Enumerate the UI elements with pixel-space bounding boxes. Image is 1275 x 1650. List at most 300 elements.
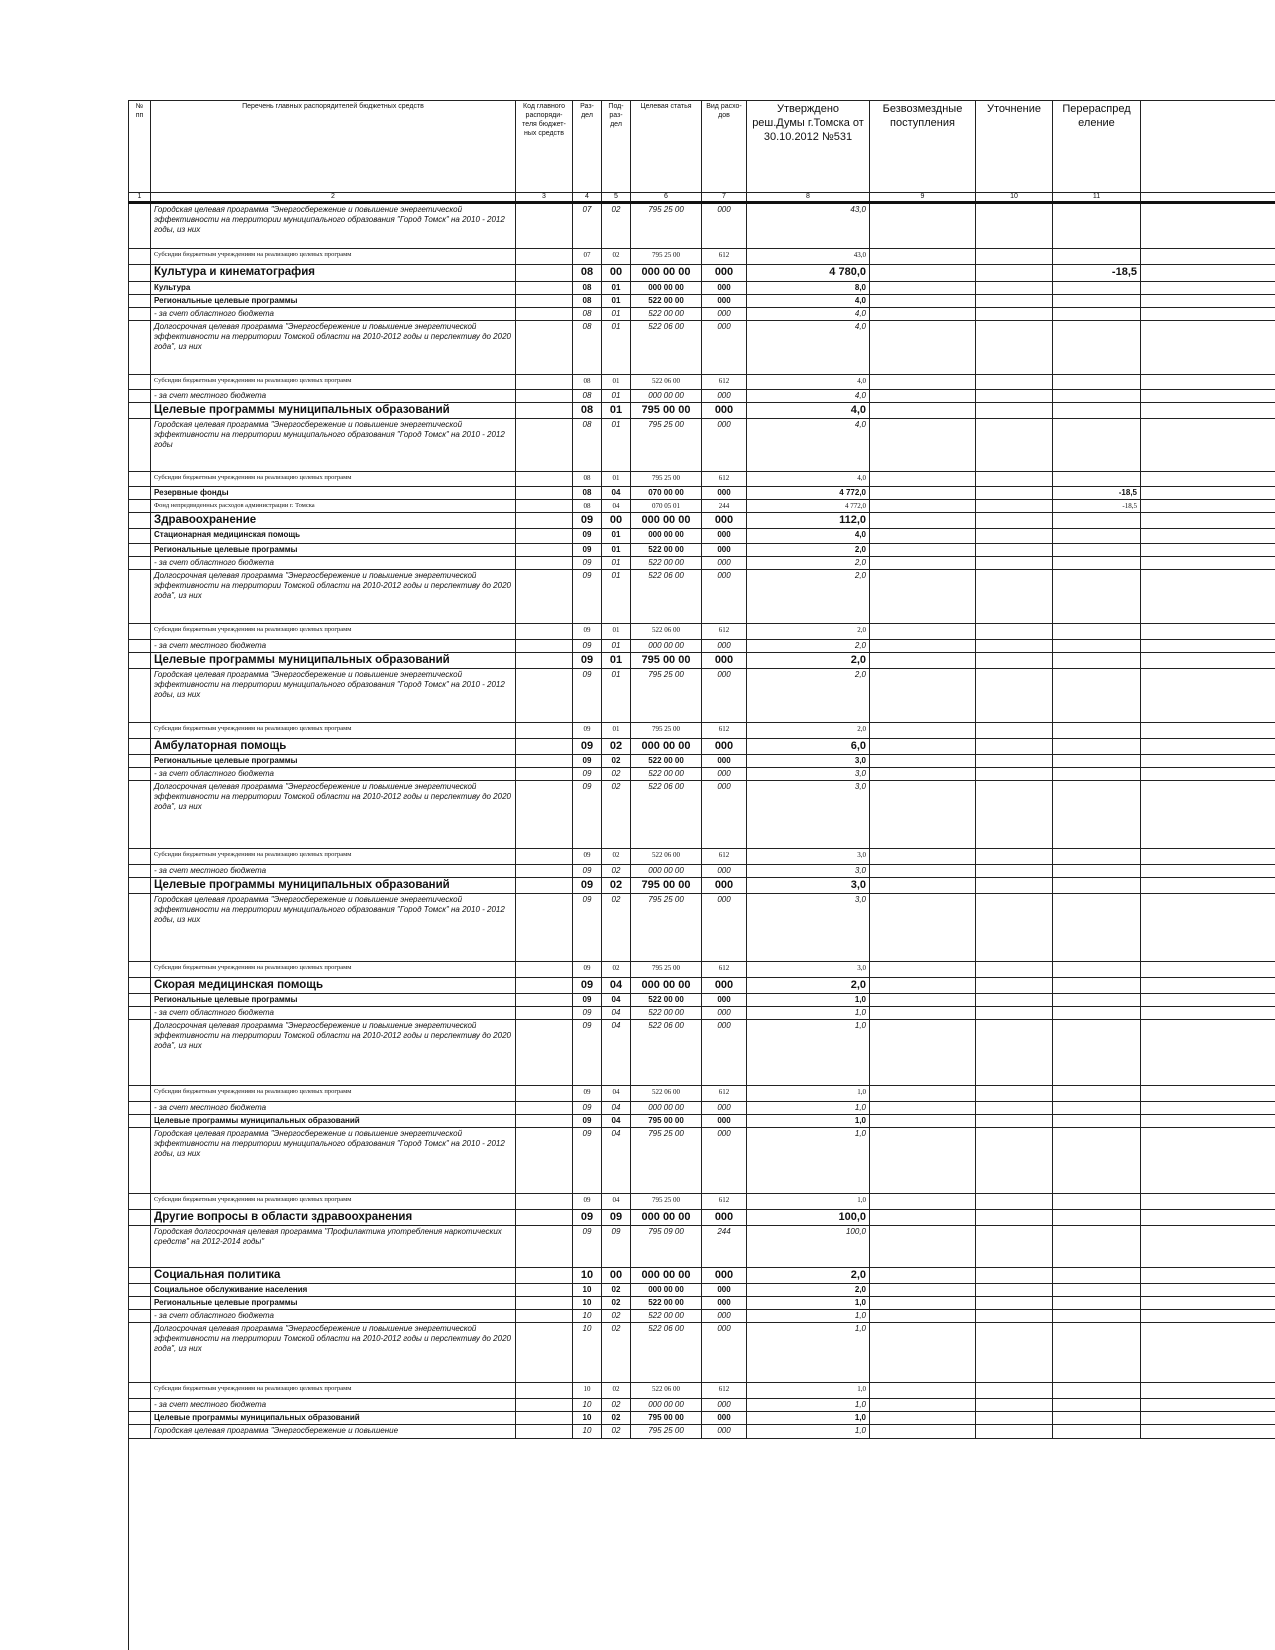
cell-approved: 1,0 (747, 1412, 870, 1425)
cell-extra (1141, 557, 1275, 570)
table-row (129, 513, 1275, 529)
cell-vid: 000 (702, 1128, 747, 1194)
cell-gratis (870, 403, 976, 419)
cell-vid: 000 (702, 1297, 747, 1310)
cell-razdel: 08 (573, 472, 602, 487)
table-row (129, 1383, 1275, 1399)
cell-razdel: 09 (573, 1210, 602, 1226)
cell-vid: 612 (702, 1194, 747, 1210)
cell-extra (1141, 1297, 1275, 1310)
cell-clarification (976, 1383, 1053, 1399)
table-row (129, 894, 1275, 962)
cell-num (129, 624, 151, 640)
cell-extra (1141, 1412, 1275, 1425)
cell-clarification (976, 1128, 1053, 1194)
cell-gratis (870, 653, 976, 669)
cell-vid: 000 (702, 487, 747, 500)
cell-podrazdel: 00 (602, 265, 631, 282)
cell-podrazdel: 02 (602, 1412, 631, 1425)
cell-vid: 000 (702, 403, 747, 419)
cell-vid: 000 (702, 1102, 747, 1115)
cell-num (129, 1115, 151, 1128)
cell-podrazdel: 02 (602, 878, 631, 894)
cell-code (516, 513, 573, 529)
cell-gratis (870, 962, 976, 978)
cell-extra (1141, 321, 1275, 375)
cell-razdel: 09 (573, 781, 602, 849)
table-row (129, 865, 1275, 878)
cell-num (129, 1383, 151, 1399)
cell-extra (1141, 265, 1275, 282)
cell-code (516, 419, 573, 472)
cell-approved: 2,0 (747, 640, 870, 653)
cell-redistribution (1053, 1268, 1141, 1284)
cell-razdel: 09 (573, 865, 602, 878)
cell-extra (1141, 653, 1275, 669)
cell-gratis (870, 265, 976, 282)
cell-podrazdel: 09 (602, 1210, 631, 1226)
cell-gratis (870, 321, 976, 375)
cell-extra (1141, 640, 1275, 653)
cell-num (129, 529, 151, 544)
cell-redistribution (1053, 781, 1141, 849)
cell-razdel: 07 (573, 203, 602, 249)
cell-num (129, 203, 151, 249)
cell-gratis (870, 781, 976, 849)
cell-gratis (870, 865, 976, 878)
cell-clarification (976, 624, 1053, 640)
cell-code (516, 1102, 573, 1115)
cell-redistribution (1053, 669, 1141, 723)
cell-razdel: 09 (573, 1115, 602, 1128)
cell-code (516, 500, 573, 513)
cell-clarification (976, 249, 1053, 265)
cell-vid: 612 (702, 962, 747, 978)
cell-name: Здравоохранение (151, 513, 516, 529)
cell-extra (1141, 295, 1275, 308)
cell-redistribution (1053, 1128, 1141, 1194)
cell-article: 000 00 00 (631, 1284, 702, 1297)
cell-vid: 612 (702, 1086, 747, 1102)
cell-approved: 2,0 (747, 723, 870, 739)
cell-clarification (976, 500, 1053, 513)
cell-approved: 1,0 (747, 1297, 870, 1310)
cell-extra (1141, 570, 1275, 624)
cell-article: 522 06 00 (631, 849, 702, 865)
cell-extra (1141, 403, 1275, 419)
cell-gratis (870, 1284, 976, 1297)
cell-redistribution (1053, 513, 1141, 529)
cell-podrazdel: 01 (602, 669, 631, 723)
table-row (129, 1128, 1275, 1194)
cell-redistribution (1053, 282, 1141, 295)
cell-redistribution (1053, 739, 1141, 755)
cell-num (129, 375, 151, 390)
cell-approved: 1,0 (747, 1323, 870, 1383)
cell-razdel: 09 (573, 849, 602, 865)
cell-gratis (870, 544, 976, 557)
table-row (129, 1210, 1275, 1226)
cell-gratis (870, 282, 976, 295)
cell-num (129, 282, 151, 295)
cell-gratis (870, 308, 976, 321)
cell-gratis (870, 994, 976, 1007)
cell-extra (1141, 1210, 1275, 1226)
cell-clarification (976, 865, 1053, 878)
cell-podrazdel: 04 (602, 1020, 631, 1086)
cell-code (516, 1020, 573, 1086)
cell-num (129, 894, 151, 962)
cell-vid: 612 (702, 1383, 747, 1399)
cell-code (516, 472, 573, 487)
cell-razdel: 09 (573, 1086, 602, 1102)
cell-code (516, 265, 573, 282)
cell-name: Субсидии бюджетным учреждениям на реализацию целевых программ (151, 249, 516, 265)
cell-extra (1141, 419, 1275, 472)
cell-code (516, 962, 573, 978)
cell-article: 795 25 00 (631, 962, 702, 978)
cell-extra (1141, 1425, 1275, 1439)
cell-num (129, 1268, 151, 1284)
cell-clarification (976, 1102, 1053, 1115)
cell-extra (1141, 781, 1275, 849)
cell-code (516, 669, 573, 723)
cell-name: - за счет областного бюджета (151, 557, 516, 570)
cell-code (516, 321, 573, 375)
cell-extra (1141, 1383, 1275, 1399)
cell-extra (1141, 669, 1275, 723)
cell-podrazdel: 02 (602, 781, 631, 849)
cell-redistribution (1053, 1194, 1141, 1210)
cell-razdel: 09 (573, 723, 602, 739)
cell-extra (1141, 544, 1275, 557)
cell-extra (1141, 849, 1275, 865)
cell-article: 522 06 00 (631, 321, 702, 375)
cell-num (129, 781, 151, 849)
cell-article: 795 25 00 (631, 249, 702, 265)
table-row (129, 1086, 1275, 1102)
colnum: 8 (747, 193, 870, 203)
cell-article: 795 25 00 (631, 1194, 702, 1210)
cell-razdel: 08 (573, 419, 602, 472)
cell-razdel: 09 (573, 878, 602, 894)
cell-name: Городская целевая программа "Энергосбережение и повышение энергетической эффективности на территории муниципального образования "Город Томск" на 2010 - 2012 годы, из них (151, 203, 516, 249)
cell-name: Субсидии бюджетным учреждениям на реализацию целевых программ (151, 1194, 516, 1210)
cell-redistribution (1053, 849, 1141, 865)
cell-razdel: 09 (573, 1102, 602, 1115)
cell-approved: 3,0 (747, 849, 870, 865)
cell-num (129, 849, 151, 865)
cell-approved: 1,0 (747, 1128, 870, 1194)
cell-razdel: 09 (573, 1194, 602, 1210)
cell-approved: 43,0 (747, 249, 870, 265)
cell-razdel: 10 (573, 1412, 602, 1425)
cell-razdel: 10 (573, 1425, 602, 1439)
cell-article: 522 06 00 (631, 570, 702, 624)
cell-podrazdel: 02 (602, 1284, 631, 1297)
header-redistribution: Перераспред еление (1053, 101, 1141, 193)
cell-razdel: 09 (573, 1128, 602, 1194)
cell-article: 522 06 00 (631, 781, 702, 849)
cell-podrazdel: 01 (602, 419, 631, 472)
cell-article: 795 00 00 (631, 1115, 702, 1128)
cell-vid: 000 (702, 1268, 747, 1284)
cell-num (129, 500, 151, 513)
cell-extra (1141, 723, 1275, 739)
cell-num (129, 513, 151, 529)
cell-gratis (870, 529, 976, 544)
cell-approved: 4,0 (747, 472, 870, 487)
cell-code (516, 865, 573, 878)
cell-gratis (870, 1210, 976, 1226)
cell-redistribution: -18,5 (1053, 265, 1141, 282)
cell-name: Целевые программы муниципальных образований (151, 878, 516, 894)
cell-code (516, 375, 573, 390)
cell-redistribution (1053, 308, 1141, 321)
cell-approved: 4,0 (747, 390, 870, 403)
cell-clarification (976, 878, 1053, 894)
cell-clarification (976, 1412, 1053, 1425)
cell-razdel: 08 (573, 390, 602, 403)
cell-extra (1141, 1007, 1275, 1020)
table-row (129, 570, 1275, 624)
cell-clarification (976, 1194, 1053, 1210)
cell-podrazdel: 02 (602, 894, 631, 962)
cell-article: 795 00 00 (631, 653, 702, 669)
cell-clarification (976, 1115, 1053, 1128)
cell-vid: 000 (702, 994, 747, 1007)
cell-redistribution (1053, 1412, 1141, 1425)
cell-num (129, 1020, 151, 1086)
cell-gratis (870, 1086, 976, 1102)
cell-extra (1141, 962, 1275, 978)
cell-vid: 000 (702, 557, 747, 570)
cell-name: Фонд непредвиденных расходов администрации г. Томска (151, 500, 516, 513)
cell-podrazdel: 01 (602, 321, 631, 375)
cell-gratis (870, 487, 976, 500)
cell-name: Субсидии бюджетным учреждениям на реализацию целевых программ (151, 624, 516, 640)
cell-podrazdel: 01 (602, 375, 631, 390)
colnum: 11 (1053, 193, 1141, 203)
cell-podrazdel: 04 (602, 1102, 631, 1115)
table-row (129, 419, 1275, 472)
table-row (129, 203, 1275, 249)
cell-podrazdel: 02 (602, 865, 631, 878)
table-row (129, 375, 1275, 390)
cell-extra (1141, 1128, 1275, 1194)
cell-approved: 1,0 (747, 1102, 870, 1115)
cell-redistribution (1053, 472, 1141, 487)
cell-podrazdel: 02 (602, 755, 631, 768)
cell-num (129, 653, 151, 669)
cell-name: Субсидии бюджетным учреждениям на реализацию целевых программ (151, 1383, 516, 1399)
cell-code (516, 768, 573, 781)
cell-approved: 3,0 (747, 894, 870, 962)
cell-name: Городская целевая программа "Энергосбережение и повышение (151, 1425, 516, 1439)
cell-approved: 1,0 (747, 1425, 870, 1439)
cell-article: 522 00 00 (631, 1297, 702, 1310)
cell-razdel: 09 (573, 1020, 602, 1086)
cell-vid: 000 (702, 669, 747, 723)
cell-extra (1141, 1310, 1275, 1323)
cell-podrazdel: 02 (602, 962, 631, 978)
cell-approved: 4,0 (747, 403, 870, 419)
cell-gratis (870, 472, 976, 487)
cell-approved: 1,0 (747, 994, 870, 1007)
cell-num (129, 768, 151, 781)
cell-podrazdel: 02 (602, 739, 631, 755)
cell-razdel: 09 (573, 570, 602, 624)
cell-extra (1141, 1194, 1275, 1210)
cell-clarification (976, 321, 1053, 375)
table-row (129, 249, 1275, 265)
cell-vid: 000 (702, 978, 747, 994)
cell-code (516, 282, 573, 295)
cell-podrazdel: 01 (602, 653, 631, 669)
cell-podrazdel: 04 (602, 978, 631, 994)
cell-code (516, 1128, 573, 1194)
table-row (129, 978, 1275, 994)
cell-redistribution (1053, 390, 1141, 403)
cell-extra (1141, 308, 1275, 321)
cell-code (516, 1007, 573, 1020)
cell-name: - за счет местного бюджета (151, 1102, 516, 1115)
table-row (129, 282, 1275, 295)
cell-article: 795 00 00 (631, 403, 702, 419)
cell-approved: 2,0 (747, 544, 870, 557)
cell-num (129, 1210, 151, 1226)
cell-clarification (976, 282, 1053, 295)
cell-redistribution (1053, 894, 1141, 962)
cell-name: Целевые программы муниципальных образований (151, 1412, 516, 1425)
header-name: Перечень главных распорядителей бюджетных средств (151, 101, 516, 193)
cell-gratis (870, 390, 976, 403)
cell-name: Субсидии бюджетным учреждениям на реализацию целевых программ (151, 472, 516, 487)
cell-code (516, 1086, 573, 1102)
cell-extra (1141, 1268, 1275, 1284)
cell-name: Городская целевая программа "Энергосбережение и повышение энергетической эффективности на территории муниципального образования "Город Томск" на 2010 - 2012 годы (151, 419, 516, 472)
cell-article: 000 00 00 (631, 978, 702, 994)
cell-name: Скорая медицинская помощь (151, 978, 516, 994)
table-row (129, 403, 1275, 419)
cell-name: Региональные целевые программы (151, 994, 516, 1007)
cell-name: Субсидии бюджетным учреждениям на реализацию целевых программ (151, 375, 516, 390)
table-row (129, 781, 1275, 849)
cell-gratis (870, 1194, 976, 1210)
cell-gratis (870, 723, 976, 739)
cell-razdel: 09 (573, 994, 602, 1007)
header-razdel: Раз-дел (573, 101, 602, 193)
cell-podrazdel: 04 (602, 500, 631, 513)
cell-gratis (870, 849, 976, 865)
header-vid: Вид расхо-дов (702, 101, 747, 193)
cell-num (129, 1399, 151, 1412)
table-row (129, 1194, 1275, 1210)
cell-extra (1141, 249, 1275, 265)
table-row (129, 739, 1275, 755)
cell-extra (1141, 1020, 1275, 1086)
cell-gratis (870, 768, 976, 781)
cell-gratis (870, 557, 976, 570)
cell-code (516, 529, 573, 544)
cell-razdel: 10 (573, 1399, 602, 1412)
cell-code (516, 894, 573, 962)
cell-code (516, 624, 573, 640)
cell-article: 522 00 00 (631, 544, 702, 557)
header-podrazdel: Под-раз-дел (602, 101, 631, 193)
cell-vid: 000 (702, 529, 747, 544)
cell-name: - за счет местного бюджета (151, 865, 516, 878)
cell-razdel: 08 (573, 321, 602, 375)
cell-name: Региональные целевые программы (151, 544, 516, 557)
cell-vid: 000 (702, 640, 747, 653)
table-row (129, 1102, 1275, 1115)
cell-name: Целевые программы муниципальных образований (151, 403, 516, 419)
cell-num (129, 723, 151, 739)
cell-razdel: 08 (573, 487, 602, 500)
header-approved: Утверждено реш.Думы г.Томска от 30.10.2012 №531 (747, 101, 870, 193)
cell-razdel: 10 (573, 1383, 602, 1399)
table-row (129, 669, 1275, 723)
cell-approved: 3,0 (747, 878, 870, 894)
cell-num (129, 1284, 151, 1297)
cell-approved: 1,0 (747, 1194, 870, 1210)
colnum: 5 (602, 193, 631, 203)
cell-clarification (976, 768, 1053, 781)
cell-podrazdel: 02 (602, 1399, 631, 1412)
cell-gratis (870, 624, 976, 640)
cell-redistribution (1053, 403, 1141, 419)
cell-code (516, 487, 573, 500)
cell-gratis (870, 249, 976, 265)
cell-clarification (976, 403, 1053, 419)
cell-article: 522 00 00 (631, 295, 702, 308)
cell-vid: 000 (702, 1210, 747, 1226)
cell-extra (1141, 1086, 1275, 1102)
cell-redistribution (1053, 1115, 1141, 1128)
cell-vid: 000 (702, 265, 747, 282)
cell-code (516, 994, 573, 1007)
cell-extra (1141, 390, 1275, 403)
cell-extra (1141, 1226, 1275, 1268)
cell-razdel: 08 (573, 500, 602, 513)
cell-article: 795 25 00 (631, 1425, 702, 1439)
cell-vid: 000 (702, 513, 747, 529)
table-row (129, 1007, 1275, 1020)
cell-num (129, 640, 151, 653)
cell-num (129, 1102, 151, 1115)
cell-vid: 000 (702, 282, 747, 295)
cell-extra (1141, 1284, 1275, 1297)
cell-vid: 000 (702, 419, 747, 472)
cell-name: Городская целевая программа "Энергосбережение и повышение энергетической эффективности на территории муниципального образования "Город Томск" на 2010 - 2012 годы, из них (151, 1128, 516, 1194)
cell-razdel: 09 (573, 669, 602, 723)
cell-podrazdel: 04 (602, 1194, 631, 1210)
cell-approved: 3,0 (747, 962, 870, 978)
cell-vid: 612 (702, 849, 747, 865)
budget-table (128, 100, 1275, 1439)
table-row (129, 1268, 1275, 1284)
cell-name: Целевые программы муниципальных образований (151, 653, 516, 669)
cell-num (129, 472, 151, 487)
cell-code (516, 1297, 573, 1310)
cell-num (129, 1128, 151, 1194)
cell-code (516, 739, 573, 755)
table-row (129, 321, 1275, 375)
cell-podrazdel: 01 (602, 282, 631, 295)
cell-redistribution (1053, 653, 1141, 669)
colnum: 1 (129, 193, 151, 203)
